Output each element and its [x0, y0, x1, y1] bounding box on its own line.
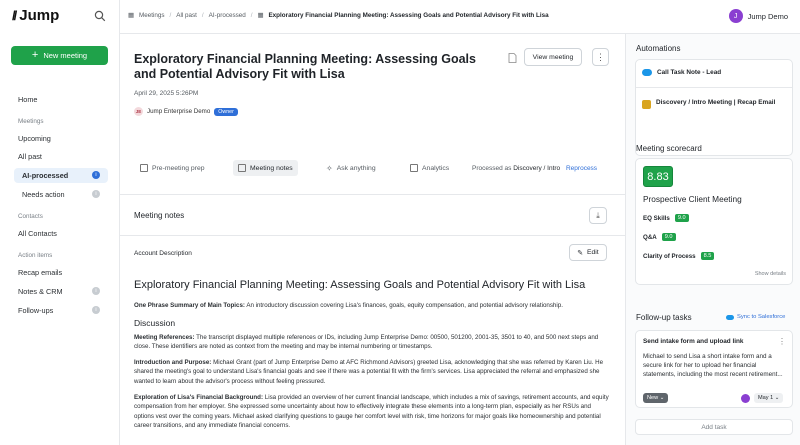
metric-label: Q&A	[643, 233, 657, 241]
tab-label: Ask anything	[336, 164, 376, 172]
info-icon: i	[92, 306, 100, 314]
references-label: Meeting References:	[134, 333, 195, 341]
sidebar-item-all-contacts[interactable]: All Contacts	[18, 228, 57, 238]
breadcrumb	[128, 12, 549, 19]
due-date-label: May 1	[758, 395, 774, 401]
sidebar-item-home[interactable]: Home	[18, 94, 38, 104]
metric-score: 9.0	[662, 233, 676, 241]
sidebar-item-follow-ups[interactable]: Follow-ups	[18, 305, 54, 315]
top-bar	[120, 0, 800, 34]
email-icon	[642, 100, 651, 109]
calendar-icon: ▦	[128, 12, 134, 19]
plus-icon: +	[31, 49, 39, 61]
info-icon: i	[92, 287, 100, 295]
divider	[120, 235, 625, 236]
divider	[636, 87, 792, 88]
avatar	[741, 394, 750, 403]
tab-meeting-notes[interactable]	[233, 160, 298, 176]
new-meeting-label: New meeting	[43, 51, 88, 60]
meeting-notes-heading: Meeting notes	[134, 211, 185, 220]
discussion-heading: Discussion	[134, 317, 176, 328]
processed-as-value[interactable]: Discovery / Intro	[513, 165, 561, 172]
summary-paragraph	[134, 301, 612, 311]
breadcrumb-separator: /	[250, 12, 253, 19]
meeting-tabs	[134, 160, 612, 176]
metric-clarity	[643, 252, 714, 260]
summary-label: One Phrase Summary of Main Topics:	[134, 302, 245, 309]
due-date-dropdown[interactable]: May 1 ⌄	[754, 393, 783, 403]
references-paragraph	[134, 333, 612, 352]
edit-button[interactable]	[569, 244, 607, 261]
calendar-icon: ▦	[257, 12, 264, 19]
task-status-dropdown[interactable]: New ⌄	[643, 393, 668, 403]
automations-heading: Automations	[636, 44, 681, 53]
doc-title: Exploratory Financial Planning Meeting: Assessing Goals and Potential Advisory Fit with Lisa	[134, 279, 586, 291]
sidebar-item-needs-action[interactable]: Needs action	[22, 189, 65, 199]
new-meeting-button[interactable]	[11, 46, 108, 65]
automation-label: Discovery / Intro Meeting | Recap Email	[656, 99, 776, 106]
sidebar-item-all-past[interactable]: All past	[18, 151, 42, 161]
download-icon[interactable]: ⤓	[589, 207, 607, 224]
metric-score: 9.0	[675, 214, 689, 222]
section-meetings: Meetings	[18, 118, 44, 125]
tab-pre-meeting-prep[interactable]	[140, 160, 205, 176]
edit-label: Edit	[586, 249, 599, 256]
breadcrumb-separator: /	[169, 12, 172, 19]
reprocess-link[interactable]: Reprocess	[565, 165, 598, 172]
task-footer	[643, 393, 785, 405]
notes-icon	[238, 164, 246, 172]
user-menu[interactable]	[729, 9, 788, 23]
sidebar-item-ai-processed[interactable]: AI-processed	[22, 170, 69, 180]
sparkle-icon: ✧	[326, 163, 333, 173]
scorecard-card	[635, 158, 793, 285]
tab-label: Analytics	[422, 164, 450, 172]
breadcrumb-meetings[interactable]: Meetings	[138, 12, 165, 19]
metric-eq-skills	[643, 214, 689, 222]
logo-text: Jump	[19, 7, 60, 24]
chart-icon	[410, 164, 418, 172]
exploration-label: Exploration of Lisa's Financial Background:	[134, 393, 264, 401]
sidebar-item-notes-crm[interactable]: Notes & CRM	[18, 286, 63, 296]
document-icon[interactable]	[508, 53, 517, 63]
intro-paragraph	[134, 358, 612, 387]
breadcrumb-all-past[interactable]: All past	[176, 12, 197, 19]
section-action-items: Action items	[18, 252, 53, 259]
exploration-paragraph	[134, 393, 612, 431]
metric-label: EQ Skills	[643, 214, 670, 222]
page-title: Exploratory Financial Planning Meeting: Assessing Goals and Potential Advisory Fit with Lisa	[134, 52, 476, 81]
task-card[interactable]	[635, 330, 793, 408]
task-title: Send intake form and upload link	[643, 338, 744, 345]
section-contacts: Contacts	[18, 213, 43, 220]
salesforce-icon	[726, 315, 734, 320]
user-name: Jump Demo	[747, 11, 788, 21]
breadcrumb-current: Exploratory Financial Planning Meeting: Assessing Goals and Potential Advisory Fit with Lisa	[268, 12, 549, 19]
automation-item[interactable]	[642, 98, 787, 109]
logo[interactable]	[12, 7, 59, 24]
search-icon[interactable]	[94, 10, 106, 22]
list-icon	[140, 164, 148, 172]
org-avatar: JE	[135, 109, 142, 114]
tab-label: Pre-meeting prep	[152, 164, 205, 172]
owner-badge: Owner	[214, 108, 238, 116]
follow-up-heading: Follow-up tasks	[636, 313, 692, 322]
automation-item[interactable]	[642, 68, 787, 77]
pencil-icon: ✎	[577, 249, 583, 257]
processed-as	[472, 165, 597, 172]
exploration-text: Lisa provided an overview of her current financial landscape, which includes a mix of savings, retirement accounts, and equity compensation from her employer. She expressed some uncertainty about how to effectively integrate these elements into a long-term plan, especially as her RSUs and options vest over the coming years. Michael asked clarifying questions to gauge her comfort level with risk, time horizons for major goals like homeownership and potential career transitions, and any immediate financial concerns.	[134, 393, 609, 430]
automation-label: Call Task Note - Lead	[657, 69, 722, 76]
meeting-date: April 29, 2025 5:26PM	[134, 90, 199, 97]
breadcrumb-ai-processed[interactable]: AI-processed	[208, 12, 246, 19]
add-task-button[interactable]: Add task	[635, 419, 793, 435]
tab-analytics[interactable]	[410, 160, 449, 176]
more-options-icon[interactable]: ⋮	[778, 337, 786, 346]
metric-qa	[643, 233, 676, 241]
intro-text: Michael Grant (part of Jump Enterprise Demo at AFC Richmond Advisors) greeted Lisa, acknowledging that she was referred by Karen Liu. He shared the meeting's goal to understand Lisa's financial goals and see if there was a potential fit with the firm's services. Lisa appreciated the referral and emphasized she wanted to learn about the advisor's process without feeling pressured.	[134, 358, 604, 385]
sidebar-item-recap-emails[interactable]: Recap emails	[18, 267, 63, 277]
overall-score: 8.83	[643, 166, 673, 187]
sync-to-salesforce[interactable]	[726, 314, 785, 320]
organization	[134, 107, 238, 116]
tab-ask-anything[interactable]	[326, 160, 376, 176]
summary-text: An introductory discussion covering Lisa's finances, goals, equity compensation, and potential advisory relationship.	[244, 302, 563, 309]
automations-card	[635, 59, 793, 156]
info-icon: i	[92, 190, 100, 198]
view-meeting-button[interactable]: View meeting	[524, 48, 582, 66]
salesforce-icon	[642, 69, 652, 76]
divider	[120, 194, 625, 195]
references-text: The transcript displayed multiple references or IDs, including Jump Enterprise Demo: 00500, 501200, 2001-35, 3501 to 40, and 500 next steps and close. These identifiers are noted as context from the meeting and may be internal numbering or timestamps.	[134, 333, 599, 351]
tab-label: Meeting notes	[250, 164, 293, 172]
processed-as-label: Processed as	[472, 165, 512, 172]
task-description: Michael to send Lisa a short intake form and a secure link for her to upload her financial statements, including the most recent retirement...	[643, 353, 783, 379]
main-content	[120, 34, 625, 445]
avatar: J	[729, 9, 743, 23]
notes-document	[134, 279, 612, 437]
sync-label: Sync to Salesforce	[737, 314, 786, 320]
metric-label: Clarity of Process	[643, 252, 696, 260]
sidebar	[0, 0, 120, 445]
account-description-label: Account Description	[134, 250, 192, 257]
breadcrumb-separator: /	[201, 12, 204, 19]
show-details-link[interactable]: Show details	[754, 271, 786, 277]
intro-label: Introduction and Purpose:	[134, 358, 212, 366]
sidebar-item-upcoming[interactable]: Upcoming	[18, 133, 51, 143]
score-meeting-type: Prospective Client Meeting	[643, 194, 742, 204]
org-name: Jump Enterprise Demo	[147, 108, 211, 115]
logo-mark-icon: //	[12, 8, 16, 23]
task-status-label: New	[647, 395, 659, 401]
info-icon: i	[92, 171, 100, 179]
scorecard-heading: Meeting scorecard	[636, 144, 702, 153]
more-options-icon[interactable]: ⋮	[592, 48, 609, 66]
metric-score: 8.5	[701, 252, 715, 260]
right-panel	[625, 34, 800, 445]
